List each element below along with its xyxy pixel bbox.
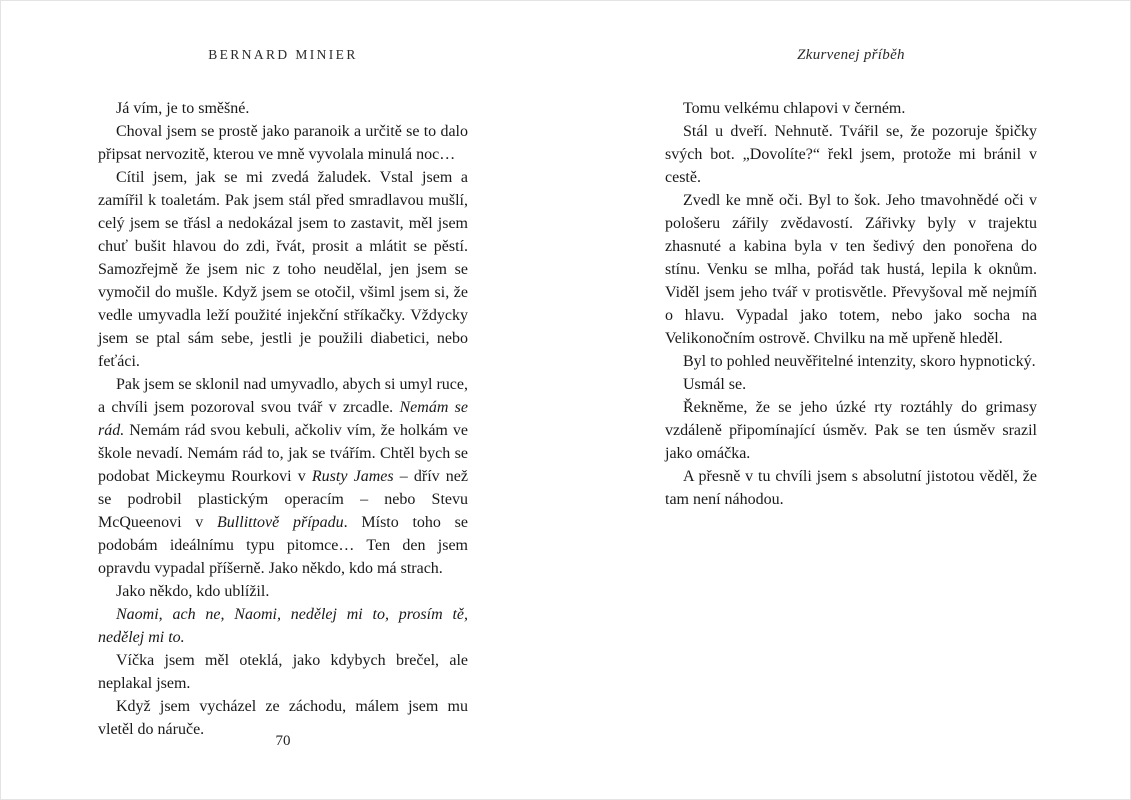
paragraph [665, 97, 1037, 120]
paragraph [98, 580, 468, 603]
paragraph [665, 350, 1037, 373]
text-run: Víčka jsem měl oteklá, jako kdybych brečel, ale neplakal jsem. [98, 652, 468, 692]
text-run: Já vím, je to směšné. [116, 100, 250, 117]
paragraph [665, 465, 1037, 511]
text-run-italic: Bullittově případu [217, 514, 344, 531]
text-run: Choval jsem se prostě jako paranoik a určitě se to dalo připsat nervozitě, kterou ve mně vyvolala minulá noc… [98, 123, 468, 163]
paragraph [665, 373, 1037, 396]
text-run: Pak jsem se sklonil nad umyvadlo, abych si umyl ruce, a chvíli jsem pozoroval svou tvář v zrcadle. [98, 376, 468, 416]
text-run: Byl to pohled neuvěřitelné intenzity, skoro hypnotický. [683, 353, 1036, 370]
text-run: Řekněme, že se jeho úzké rty roztáhly do grimasy vzdáleně připomínající úsměv. Pak se ten úsměv srazil jako omáčka. [665, 399, 1037, 462]
text-run: – dřív než se podrobil plastickým operacím – nebo Stevu McQueenovi v [98, 468, 469, 531]
text-run: Když jsem vycházel ze záchodu, málem jsem mu vletěl do náruče. [98, 698, 468, 738]
text-run-italic: Rusty James [311, 468, 394, 485]
text-run: Tomu velkému chlapovi v černém. [683, 100, 906, 117]
paragraph [665, 120, 1037, 189]
page-right [665, 1, 1037, 799]
page-number: 70 [275, 733, 291, 749]
text-run: . Místo toho se podobám ideálnímu typu pitomce… Ten den jsem opravdu vypadal příšerně. Jako někdo, kdo má strach. [98, 514, 469, 577]
text-run: A přesně v tu chvíli jsem s absolutní jistotou věděl, že tam není náhodou. [665, 468, 1037, 508]
paragraph [665, 396, 1037, 465]
page-left [98, 1, 468, 799]
text-run: Zvedl ke mně oči. Byl to šok. Jeho tmavohnědé oči v pološeru zářily zvědavostí. Zářivky byly v trajektu zhasnuté a kabina byla v ten šedivý den ponořena do stínu. Venku se mlha, pořád tak hustá, lepila k oknům. Viděl jsem jeho tvář v protisvětle. Převyšoval mě nejmíň o hlavu. Vypadal jako totem, nebo jako socha na Velikonočním ostrově. Chvilku na mě upřeně hleděl. [665, 192, 1037, 347]
running-head-author: BERNARD MINIER [208, 47, 358, 62]
text-run: Jako někdo, kdo ublížil. [116, 583, 270, 600]
text-run: Cítil jsem, jak se mi zvedá žaludek. Vstal jsem a zamířil k toaletám. Pak jsem stál před smradlavou mušlí, celý jsem se třásl a nedokázal jsem to zastavit, měl jsem chuť bušit hlavou do zdi, řvát, prosit a mlátit se pěstí. Samozřejmě že jsem nic z toho neudělal, jen jsem se vymočil do mušle. Když jsem se otočil, všiml jsem si, že vedle umyvadla leží použité injekční stříkačky. Vždycky jsem se ptal sám sebe, jestli je použili diabetici, nebo feťáci. [98, 169, 468, 370]
paragraph [98, 373, 468, 580]
text-run-italic: Nemám se rád. [98, 399, 469, 439]
paragraph [98, 649, 468, 695]
right-text-block [665, 97, 1037, 511]
paragraph [98, 166, 468, 373]
text-run: Usmál se. [683, 376, 747, 393]
paragraph [98, 120, 468, 166]
text-run: Nemám rád svou kebuli, ačkoliv vím, že holkám ve škole nevadí. Nemám rád to, jak se tvářím. Chtěl bych se podobat Mickeymu Rourkovi v [98, 422, 468, 485]
paragraph [665, 189, 1037, 350]
left-text-block [98, 97, 468, 741]
text-run: Stál u dveří. Nehnutě. Tvářil se, že pozoruje špičky svých bot. „Dovolíte?“ řekl jsem, protože mi bránil v cestě. [665, 123, 1037, 186]
paragraph [98, 97, 468, 120]
running-head-title: Zkurvenej příběh [797, 47, 905, 63]
paragraph [98, 603, 468, 649]
text-run-italic: Naomi, ach ne, Naomi, nedělej mi to, prosím tě, nedělej mi to. [98, 606, 468, 646]
